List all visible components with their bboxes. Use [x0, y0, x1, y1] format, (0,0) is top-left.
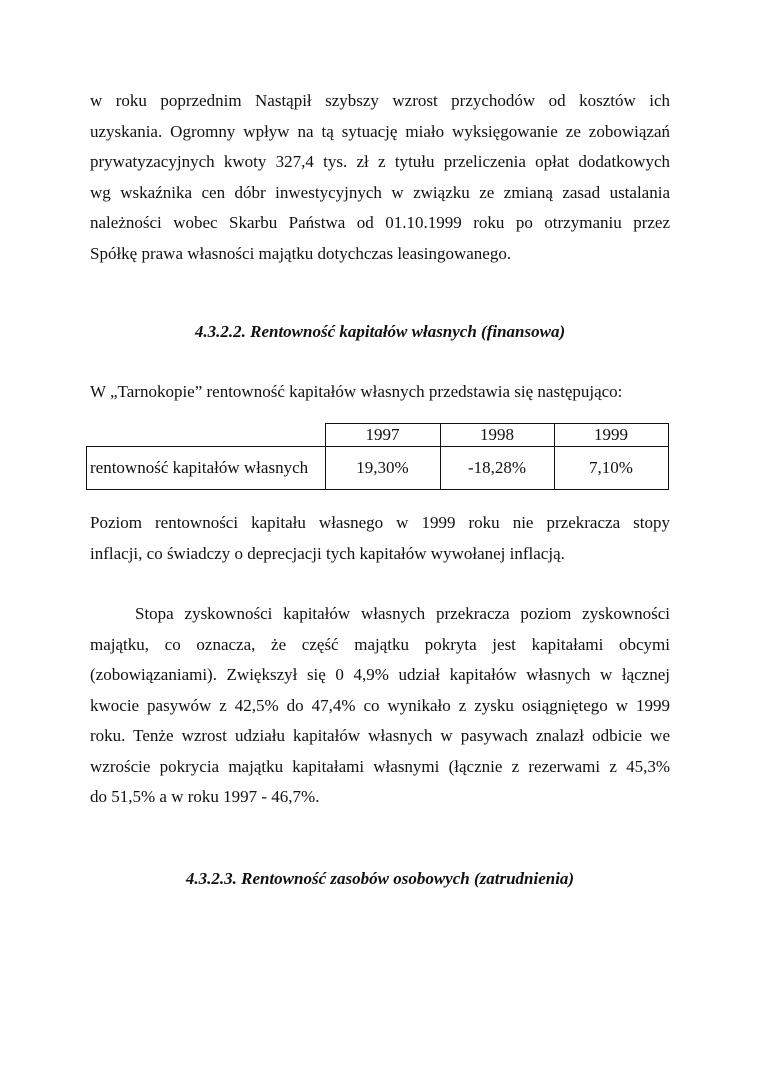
text-line: wzroście pokrycia majątku kapitałami własnymi (łącznie z rezerwami z 45,3%: [90, 756, 670, 776]
year-header-1997: 1997: [325, 424, 440, 447]
text-line: (zobowiązaniami). Zwiększył się 0 4,9% udział kapitałów własnych w łącznej: [90, 665, 670, 684]
value-1999: 7,10%: [554, 447, 668, 490]
section-heading-staff-return: 4.3.2.3. Rentowność zasobów osobowych (zatrudnienia): [185, 869, 575, 888]
text-line: inflacji, co świadczy o deprecjacji tych kapitałów wywołanej inflacją.: [90, 543, 565, 563]
value-1998: -18,28%: [440, 447, 554, 490]
value-1997: 19,30%: [325, 447, 440, 490]
text-line: Spółkę prawa własności majątku dotychczas leasingowanego.: [90, 243, 512, 263]
text-line: uzyskania. Ogromny wpływ na tą sytuację miało wyksięgowanie ze zobowiązań: [90, 121, 670, 141]
text-line: kwocie pasywów z 42,5% do 47,4% co wynikało z zysku osiągniętego w 1999: [90, 695, 670, 715]
text-line: prywatyzacyjnych kwoty 327,4 tys. zł z tytułu przeliczenia opłat dodatkowych: [90, 152, 670, 171]
paragraph-inflation: [90, 508, 670, 569]
paragraph-revenue-growth: [90, 86, 670, 269]
text-line: Poziom rentowności kapitału własnego w 1999 roku nie przekracza stopy: [90, 513, 670, 532]
text-line: roku. Tenże wzrost udziału kapitałów własnych w pasywach znalazł odbicie we: [90, 726, 670, 745]
year-header-1999: 1999: [554, 424, 668, 447]
year-header-1998: 1998: [440, 424, 554, 447]
text-line: Stopa zyskowności kapitałów własnych przekracza poziom zyskowności: [135, 604, 670, 623]
text-line: w roku poprzednim Nastąpił szybszy wzrost przychodów od kosztów ich: [90, 91, 670, 110]
table-row: [87, 447, 669, 490]
table-corner-cell: [87, 424, 326, 447]
text-line: należności wobec Skarbu Państwa od 01.10.1999 roku po otrzymaniu przez: [90, 213, 670, 232]
text-line: majątku, co oznacza, że część majątku pokryta jest kapitałami obcymi: [90, 634, 670, 654]
text-line: wg wskaźnika cen dóbr inwestycyjnych w związku ze zmianą zasad ustalania: [90, 182, 670, 202]
text-line: do 51,5% a w roku 1997 - 46,7%.: [90, 787, 320, 806]
table-intro-text: W „Tarnokopie” rentowność kapitałów własnych przedstawia się następująco:: [90, 382, 623, 401]
row-label: rentowność kapitałów własnych: [87, 447, 326, 490]
equity-return-table: [86, 423, 669, 490]
section-heading-equity-return: 4.3.2.2. Rentowność kapitałów własnych (finansowa): [194, 322, 566, 341]
paragraph-equity-profitability: [90, 599, 670, 813]
table-header-row: [87, 424, 669, 447]
